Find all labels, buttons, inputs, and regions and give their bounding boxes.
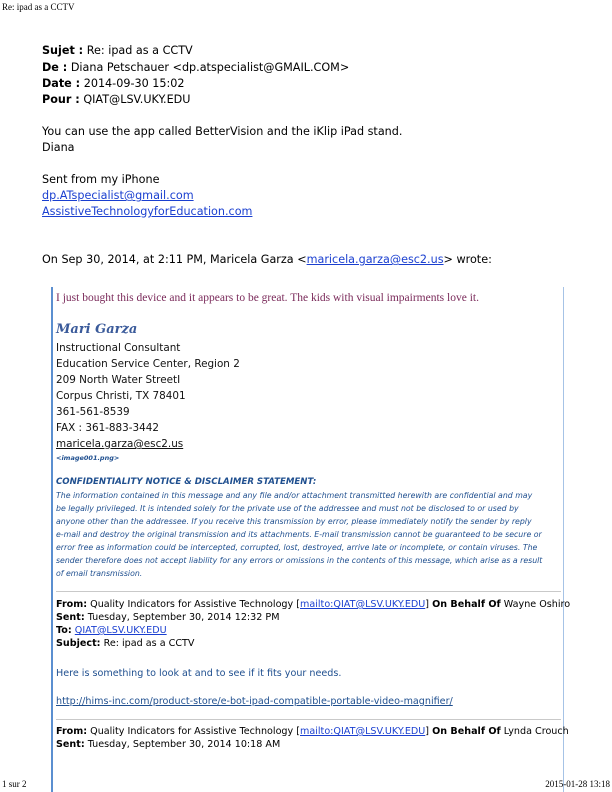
quote-intro-end: > wrote: [443, 253, 492, 266]
confidentiality-line: error free as information could be intercepted, corrupted, lost, destroyed, arrive late or incomplete, or contain viruses. The [56, 543, 538, 552]
confidentiality-line: be legally privileged. It is intended solely for the private use of the addressee and must not be disclosed to or used by [56, 504, 519, 513]
image-placeholder: <image001.png> [56, 454, 120, 462]
signature-line: FAX : 361-883-3442 [56, 422, 159, 434]
fwd1-subject-row [56, 638, 194, 651]
separator [56, 719, 561, 720]
fwd2-from-row [56, 726, 569, 739]
confidentiality-line: The information contained in this message and any file and/or attachment transmitted herewith are confidential and may [56, 491, 533, 500]
signature-email-link[interactable]: maricela.garza@esc2.us [56, 438, 184, 450]
fwd2-behalf-label: On Behalf Of [432, 726, 501, 737]
to-row [42, 92, 190, 107]
date-label: Date : [42, 77, 81, 90]
date-row [42, 76, 185, 91]
from-label: De : [42, 61, 68, 74]
confidentiality-line: sender therefore does not accept liability for any errors or omissions in the contents of this message, which arise as a result [56, 556, 543, 565]
fwd1-to-label: To: [56, 625, 72, 636]
body-line-1: You can use the app called BetterVision and the iKlip iPad stand. [42, 125, 403, 138]
fwd2-from-text: Quality Indicators for Assistive Technology [ [90, 726, 300, 737]
fwd2-mailto-link[interactable]: mailto:QIAT@LSV.UKY.EDU [300, 726, 426, 737]
signature-line: Corpus Christi, TX 78401 [56, 390, 186, 402]
fwd1-to-link[interactable]: QIAT@LSV.UKY.EDU [74, 625, 167, 636]
fwd2-sent-value: Tuesday, September 30, 2014 10:18 AM [87, 739, 281, 750]
fwd1-sent-row [56, 612, 279, 625]
fwd1-behalf-name: Wayne Oshiro [503, 599, 571, 610]
quote-bar [51, 287, 53, 792]
fwd1-subject-value: Re: ipad as a CCTV [103, 638, 195, 649]
to-label: Pour : [42, 93, 80, 106]
sent-from: Sent from my iPhone [42, 173, 160, 186]
footer-timestamp: 2015-01-28 13:18 [545, 779, 610, 789]
date-value: 2014-09-30 15:02 [83, 77, 185, 90]
footer-page-number: 1 sur 2 [2, 779, 27, 789]
quote-intro-text: On Sep 30, 2014, at 2:11 PM, Maricela Garza < [42, 253, 307, 266]
from-row [42, 60, 349, 75]
subject-label: Sujet : [42, 44, 84, 57]
signature-line: 361-561-8539 [56, 406, 130, 418]
quote-intro [42, 252, 492, 267]
fwd1-subject-label: Subject: [56, 638, 101, 649]
signature-name: Mari Garza [56, 322, 138, 337]
quote-bar-right [563, 287, 564, 792]
fwd1-sent-label: Sent: [56, 612, 85, 623]
product-link[interactable]: http://hims-inc.com/product-store/e-bot-ipad-compatible-portable-video-magnifier/ [56, 696, 453, 707]
email-link[interactable]: dp.ATspecialist@gmail.com [42, 189, 194, 202]
confidentiality-line: e-mail and destroy the original transmission and its attachments. E-mail transmission cannot be guaranteed to be secure or [56, 530, 542, 539]
fwd1-body: Here is something to look at and to see if it fits your needs. [56, 668, 342, 679]
confidentiality-line: anyone other than the addressee. If you receive this transmission by error, please immediately notify the sender by reply [56, 517, 532, 526]
from-value: Diana Petschauer <dp.atspecialist@GMAIL.COM> [70, 61, 350, 74]
fwd1-to-row [56, 625, 167, 638]
fwd2-sent-row [56, 739, 280, 752]
to-value: QIAT@LSV.UKY.EDU [83, 93, 191, 106]
fwd1-from-text: Quality Indicators for Assistive Technology [ [90, 599, 300, 610]
body-line-2: Diana [42, 141, 75, 154]
fwd1-sent-value: Tuesday, September 30, 2014 12:32 PM [87, 612, 280, 623]
fwd1-from-row [56, 599, 570, 612]
quoted-message: I just bought this device and it appears to be great. The kids with visual impairments love it. [56, 292, 479, 304]
print-header-title: Re: ipad as a CCTV [2, 2, 75, 12]
quote-intro-email-link[interactable]: maricela.garza@esc2.us [306, 253, 444, 266]
fwd2-from-label: From: [56, 726, 88, 737]
subject-row [42, 43, 193, 58]
separator [56, 591, 561, 592]
confidentiality-line: of email transmission. [56, 569, 143, 578]
signature-line: Instructional Consultant [56, 342, 181, 354]
fwd1-from-close: ] [425, 599, 430, 610]
signature-line: Education Service Center, Region 2 [56, 358, 240, 370]
fwd2-behalf-name: Lynda Crouch [503, 726, 569, 737]
fwd2-sent-label: Sent: [56, 739, 85, 750]
subject-value: Re: ipad as a CCTV [86, 44, 193, 57]
fwd2-from-close: ] [425, 726, 430, 737]
fwd1-from-label: From: [56, 599, 88, 610]
website-link[interactable]: AssistiveTechnologyforEducation.com [42, 205, 253, 218]
fwd1-behalf-label: On Behalf Of [432, 599, 501, 610]
fwd1-mailto-link[interactable]: mailto:QIAT@LSV.UKY.EDU [300, 599, 426, 610]
signature-line: 209 North Water StreetI [56, 374, 181, 386]
confidentiality-heading: CONFIDENTIALITY NOTICE & DISCLAIMER STATEMENT: [56, 477, 317, 487]
